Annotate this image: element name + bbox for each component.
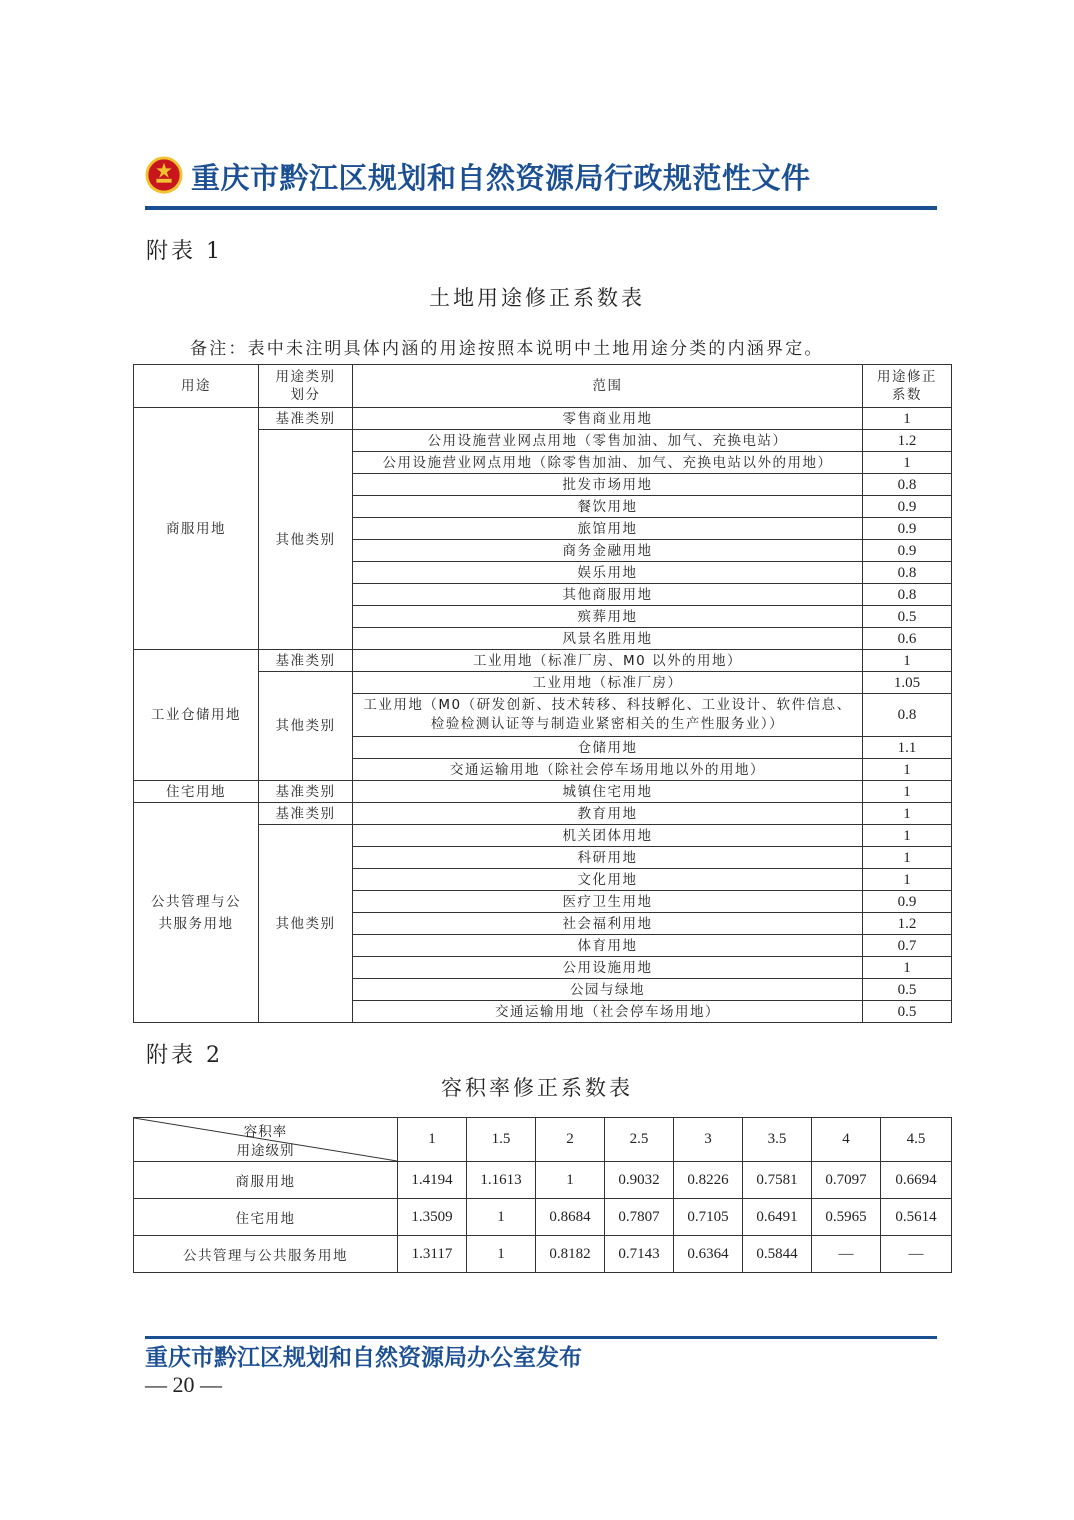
value-cell: 0.8182 xyxy=(536,1236,605,1273)
coefficient-cell: 1.1 xyxy=(863,737,952,759)
scope-cell: 娱乐用地 xyxy=(353,562,863,584)
table-row xyxy=(134,781,952,803)
coefficient-cell: 0.8 xyxy=(863,562,952,584)
scope-cell: 体育用地 xyxy=(353,935,863,957)
scope-cell: 交通运输用地（社会停车场用地） xyxy=(353,1001,863,1023)
diagonal-header-cell xyxy=(134,1118,398,1162)
header-scope: 范围 xyxy=(353,365,863,408)
scope-cell: 城镇住宅用地 xyxy=(353,781,863,803)
scope-cell: 机关团体用地 xyxy=(353,825,863,847)
value-cell: 1 xyxy=(536,1162,605,1199)
scope-cell: 旅馆用地 xyxy=(353,518,863,540)
coefficient-cell: 0.5 xyxy=(863,606,952,628)
table-row xyxy=(134,1199,952,1236)
value-cell: 0.7581 xyxy=(743,1162,812,1199)
value-cell: 0.6694 xyxy=(881,1162,952,1199)
group-public: 公共管理与公共服务用地 xyxy=(134,803,259,1023)
category-cell: 基准类别 xyxy=(259,803,353,825)
value-cell: 0.5614 xyxy=(881,1199,952,1236)
coefficient-cell: 0.7 xyxy=(863,935,952,957)
value-cell: 0.7097 xyxy=(812,1162,881,1199)
table-header-row xyxy=(134,1118,952,1162)
value-cell: 0.7807 xyxy=(605,1199,674,1236)
group-residential: 住宅用地 xyxy=(134,781,259,803)
scope-cell: 批发市场用地 xyxy=(353,474,863,496)
table-header-row xyxy=(134,365,952,408)
scope-cell: 公用设施营业网点用地（除零售加油、加气、充换电站以外的用地） xyxy=(353,452,863,474)
floor-area-ratio-table xyxy=(133,1117,952,1273)
far-header: 1 xyxy=(398,1118,467,1162)
table-row xyxy=(134,650,952,672)
coefficient-cell: 1 xyxy=(863,408,952,430)
category-cell: 基准类别 xyxy=(259,408,353,430)
attachment-1-label: 附表 1 xyxy=(146,239,223,264)
coefficient-cell: 0.8 xyxy=(863,584,952,606)
scope-cell: 零售商业用地 xyxy=(353,408,863,430)
coefficient-cell: 1 xyxy=(863,781,952,803)
scope-cell: 文化用地 xyxy=(353,869,863,891)
scope-cell: 殡葬用地 xyxy=(353,606,863,628)
attachment-1-title: 土地用途修正系数表 xyxy=(429,286,645,310)
scope-cell: 科研用地 xyxy=(353,847,863,869)
row-name: 商服用地 xyxy=(134,1162,398,1199)
value-cell: 1.3509 xyxy=(398,1199,467,1236)
attachment-1-note: 备注：表中未注明具体内涵的用途按照本说明中土地用途分类的内涵界定。 xyxy=(190,339,824,359)
scope-cell: 仓储用地 xyxy=(353,737,863,759)
scope-cell: 工业用地（标准厂房、M0 以外的用地） xyxy=(353,650,863,672)
row-name: 住宅用地 xyxy=(134,1199,398,1236)
category-cell: 其他类别 xyxy=(259,430,353,650)
national-emblem-icon xyxy=(145,156,183,196)
header-use: 用途 xyxy=(134,365,259,408)
group-industrial: 工业仓储用地 xyxy=(134,650,259,781)
coefficient-cell: 1 xyxy=(863,650,952,672)
category-cell: 其他类别 xyxy=(259,825,353,1023)
coefficient-cell: 0.6 xyxy=(863,628,952,650)
corner-label-far: 容积率 xyxy=(243,1124,288,1140)
far-header: 4.5 xyxy=(881,1118,952,1162)
header-category: 用途类别划分 xyxy=(259,365,353,408)
category-cell: 其他类别 xyxy=(259,672,353,781)
coefficient-cell: 0.9 xyxy=(863,540,952,562)
land-use-coefficient-table xyxy=(133,364,952,1023)
scope-cell: 教育用地 xyxy=(353,803,863,825)
scope-cell: 餐饮用地 xyxy=(353,496,863,518)
coefficient-cell: 0.5 xyxy=(863,1001,952,1023)
coefficient-cell: 1.05 xyxy=(863,672,952,694)
value-cell: 0.8684 xyxy=(536,1199,605,1236)
value-cell: 0.6364 xyxy=(674,1236,743,1273)
table-row xyxy=(134,1162,952,1199)
value-cell: 0.9032 xyxy=(605,1162,674,1199)
category-cell: 基准类别 xyxy=(259,781,353,803)
table-row xyxy=(134,803,952,825)
coefficient-cell: 1 xyxy=(863,759,952,781)
value-cell: 1.3117 xyxy=(398,1236,467,1273)
corner-label-use: 用途级别 xyxy=(236,1143,295,1159)
header-title: 重庆市黔江区规划和自然资源局行政规范性文件 xyxy=(191,161,811,195)
scope-cell: 工业用地（标准厂房） xyxy=(353,672,863,694)
group-commercial: 商服用地 xyxy=(134,408,259,650)
coefficient-cell: 1.2 xyxy=(863,430,952,452)
coefficient-cell: 1 xyxy=(863,869,952,891)
scope-cell: 商务金融用地 xyxy=(353,540,863,562)
coefficient-cell: 0.8 xyxy=(863,474,952,496)
value-cell: 0.5844 xyxy=(743,1236,812,1273)
far-header: 3 xyxy=(674,1118,743,1162)
scope-cell: 医疗卫生用地 xyxy=(353,891,863,913)
far-header: 2.5 xyxy=(605,1118,674,1162)
scope-cell: 社会福利用地 xyxy=(353,913,863,935)
attachment-2-label: 附表 2 xyxy=(146,1043,223,1068)
page-number: — 20 — xyxy=(145,1372,222,1397)
coefficient-cell: 1 xyxy=(863,825,952,847)
header-coefficient: 用途修正系数 xyxy=(863,365,952,408)
far-header: 3.5 xyxy=(743,1118,812,1162)
category-cell: 基准类别 xyxy=(259,650,353,672)
scope-cell: 其他商服用地 xyxy=(353,584,863,606)
value-cell: 0.5965 xyxy=(812,1199,881,1236)
value-cell: — xyxy=(881,1236,952,1273)
coefficient-cell: 1 xyxy=(863,847,952,869)
value-cell: 1.4194 xyxy=(398,1162,467,1199)
coefficient-cell: 1.2 xyxy=(863,913,952,935)
coefficient-cell: 0.9 xyxy=(863,518,952,540)
attachment-2-title: 容积率修正系数表 xyxy=(441,1076,633,1100)
far-header: 4 xyxy=(812,1118,881,1162)
table-row xyxy=(134,1236,952,1273)
value-cell: 1.1613 xyxy=(467,1162,536,1199)
document-header xyxy=(145,152,937,212)
footer-publisher: 重庆市黔江区规划和自然资源局办公室发布 xyxy=(145,1345,582,1371)
scope-cell: 公用设施营业网点用地（零售加油、加气、充换电站） xyxy=(353,430,863,452)
value-cell: 0.6491 xyxy=(743,1199,812,1236)
value-cell: 0.7143 xyxy=(605,1236,674,1273)
scope-cell: 公用设施用地 xyxy=(353,957,863,979)
scope-cell: 工业用地（M0（研发创新、技术转移、科技孵化、工业设计、软件信息、检验检测认证等与制造业紧密相关的生产性服务业）） xyxy=(353,694,863,737)
scope-cell: 风景名胜用地 xyxy=(353,628,863,650)
coefficient-cell: 0.9 xyxy=(863,891,952,913)
coefficient-cell: 0.9 xyxy=(863,496,952,518)
header-divider xyxy=(145,206,937,210)
coefficient-cell: 0.8 xyxy=(863,694,952,737)
coefficient-cell: 1 xyxy=(863,452,952,474)
table-row xyxy=(134,408,952,430)
far-header: 1.5 xyxy=(467,1118,536,1162)
coefficient-cell: 0.5 xyxy=(863,979,952,1001)
row-name: 公共管理与公共服务用地 xyxy=(134,1236,398,1273)
coefficient-cell: 1 xyxy=(863,957,952,979)
value-cell: 0.8226 xyxy=(674,1162,743,1199)
value-cell: 1 xyxy=(467,1199,536,1236)
coefficient-cell: 1 xyxy=(863,803,952,825)
value-cell: 0.7105 xyxy=(674,1199,743,1236)
scope-cell: 公园与绿地 xyxy=(353,979,863,1001)
value-cell: 1 xyxy=(467,1236,536,1273)
scope-cell: 交通运输用地（除社会停车场用地以外的用地） xyxy=(353,759,863,781)
value-cell: — xyxy=(812,1236,881,1273)
far-header: 2 xyxy=(536,1118,605,1162)
